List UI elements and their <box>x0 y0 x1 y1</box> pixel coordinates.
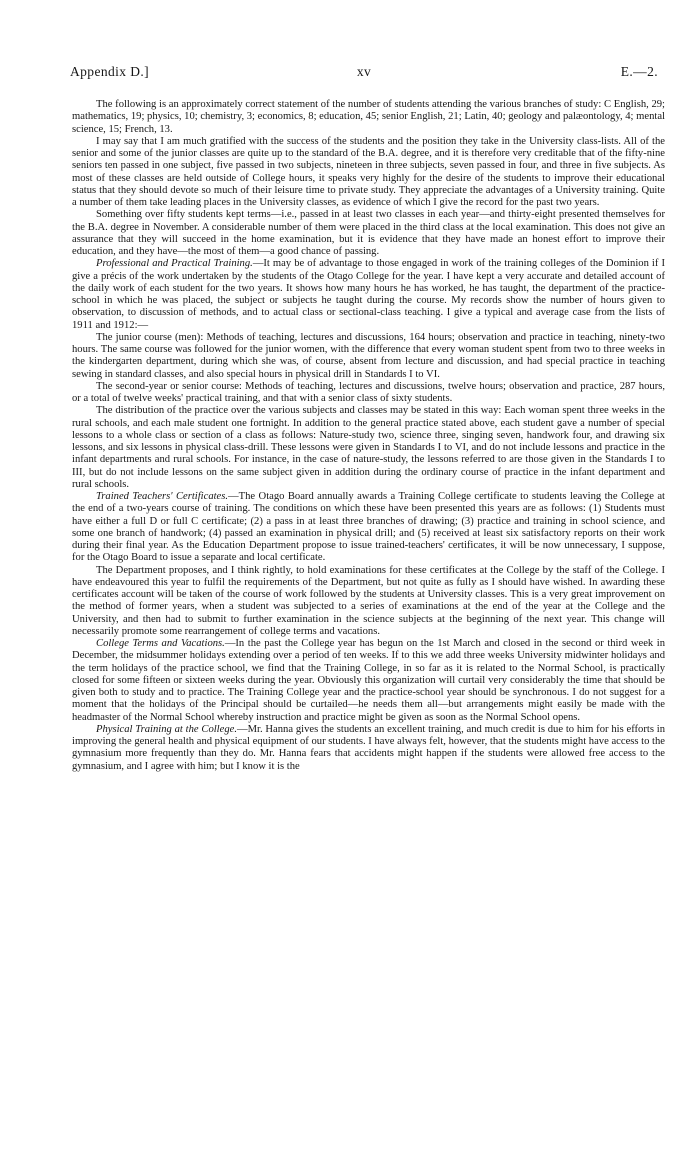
paragraph-practice-distribution: The distribution of the practice over the various subjects and classes may be stated in this way: Each woman spent three weeks in the rural schools, and each male student one fortnight. In addition to the general practice stated above, each student gave a number of special lessons to a whole class or section of a class as follows: Nature-study two, science three, singing seven, handwork four, and drawing six lessons, and six lessons in physical class-drill. These lessons were given in Standards I to VI, and do not include lessons and practice in the infant departments and rural schools. For instance, in the case of nature-study, the lessons referred to are those given in the Standards I to III, but do not include lessons on the same subject given in addition during the ordinary course of practice in the infant department and rural schools. <box>72 405 665 490</box>
paragraph-class-lists: I may say that I am much gratified with the success of the students and the position they take in the University class-lists. All of the senior and some of the junior classes are quite up to the standard of the B.A. degree, and it is therefore very creditable that of the fifty-nine seniors ten passed in one subject, five passed in two subjects, nineteen in three subjects, seven passed in four, and three in five subjects. As most of these classes are held outside of College hours, it speaks very highly for the desire of the students to improve their educational status that they should devote so much of their leisure time to private study. They appreciate the advantages of a University training. Quite a number of them take leading places in the University classes, as evidence of which I give the record for the past two years. <box>72 135 665 208</box>
paragraph-physical-training: Physical Training at the College.—Mr. Hanna gives the students an excellent training, and much credit is due to him for his efforts in improving the general health and physical equipment of our students. I have always felt, however, that the students might have access to the gymnasium more frequently than they do. Mr. Hanna fears that accidents might happen if the students were allowed free access to the gymnasium, and I agree with him; but I know it is the <box>72 723 665 772</box>
paragraph-study-branches: The following is an approximately correct statement of the number of students attending the various branches of study: C English, 29; mathematics, 19; physics, 10; chemistry, 3; economics, 8; education, 45; senior English, 21; Latin, 40; geology and palæontology, 4; mental science, 15; French, 13. <box>72 99 665 135</box>
paragraph-professional-training: Professional and Practical Training.—It may be of advantage to those engaged in work of the training colleges of the Dominion if I give a précis of the work undertaken by the students of the Otago College for the year. I have kept a very accurate and detailed account of the daily work of each student for the two years. It shows how many hours he has worked, he has taught, the department of the practice-school in which he was placed, the subject or subjects he taught during the course. My records show the number of hours given to observation, to discussion of methods, and to actual class or sectional-class teaching. I give a typical and average case from the lists of 1911 and 1912:— <box>72 258 665 331</box>
appendix-label: Appendix D.] <box>70 64 150 79</box>
paragraph-terms-vacations: College Terms and Vacations.—In the past the College year has begun on the 1st March and closed in the second or third week in December, the midsummer holidays extending over a period of ten weeks. If to this we add three weeks University midwinter holidays and the term holidays of the practice school, we find that the Training College, in so far as it is related to the Normal School, is practically closed for some fifteen or sixteen weeks during the year. Obviously this organization will curtail very considerably the time that should be given both to study and to practice. The Training College year and the practice-school year should be synchronous. I do not suggest for a moment that the holidays of the Principal should be curtailed—he needs them all—but arrangements might easily be made with the headmaster of the Normal School whereby instruction and practice might be given as soon as the Normal School opens. <box>72 638 665 723</box>
page-header <box>70 64 658 84</box>
paragraph-teachers-certificates: Trained Teachers' Certificates.—The Otago Board annually awards a Training College certificate to students leaving the College at the end of a two-years course of training. The conditions on which these have been presented this years are as follows: (1) Students must have either a full D or full C certificate; (2) a pass in at least three branches of drawing; (3) practice and training in school science, and some one branch of handwork; (4) passed an examination in physical drill; and (5) received at least six satisfactory reports on their work during their final year. As the Education Department propose to issue trained-teachers' certificates, it will be now unnecessary, I suppose, for the Otago Board to issue a separate and local certificate. <box>72 491 665 564</box>
paragraph-senior-course: The second-year or senior course: Methods of teaching, lectures and discussions, twelve hours; observation and practice, 287 hours, or a total of twelve weeks' practical training, and that with a senior class of sixty students. <box>72 380 665 404</box>
paragraph-terms-kept: Something over fifty students kept terms—i.e., passed in at least two classes in each year—and thirty-eight presented themselves for the B.A. degree in November. A considerable number of them were placed in the third class at the local examination. This does not give an assurance that they will succeed in the home examination, but it is evidence that they have made an honest effort to improve their education, and they have—the most of them—a good chance of passing. <box>72 209 665 257</box>
section-heading: College Terms and Vacations. <box>96 638 225 649</box>
section-heading: Trained Teachers' Certificates. <box>96 491 229 502</box>
paragraph-junior-course: The junior course (men): Methods of teaching, lectures and discussions, 164 hours; observation and practice in teaching, ninety-two hours. The same course was followed for the junior women, with the difference that every woman student spent from two to three weeks in the kindergarten department, during which she was, of course, absent from lecture and discussion, and had special practice in teaching sewing in standard classes, and also special hours in physical drill in Standards I to VI. <box>72 331 665 380</box>
section-heading: Professional and Practical Training. <box>96 258 253 270</box>
report-body <box>72 99 665 773</box>
paragraph-department-examinations: The Department proposes, and I think rightly, to hold examinations for these certificates at the College by the staff of the College. I have endeavoured this year to fulfil the requirements of the Department, but not quite as fully as I should have wished. In awarding these certificates account will be taken of the course of work followed by the students at University classes. This is a very great improvement on the method of former years, when a student was subjected to a series of examinations at the end of the year at the College and the University, and then had to submit to further examination in the science subjects at the beginning of the next year. This change will necessarily promote some rearrangement of college terms and vacations. <box>72 564 665 637</box>
section-heading: Physical Training at the College. <box>96 723 237 735</box>
report-code: E.—2. <box>620 64 658 79</box>
page-number: xv <box>356 64 372 79</box>
